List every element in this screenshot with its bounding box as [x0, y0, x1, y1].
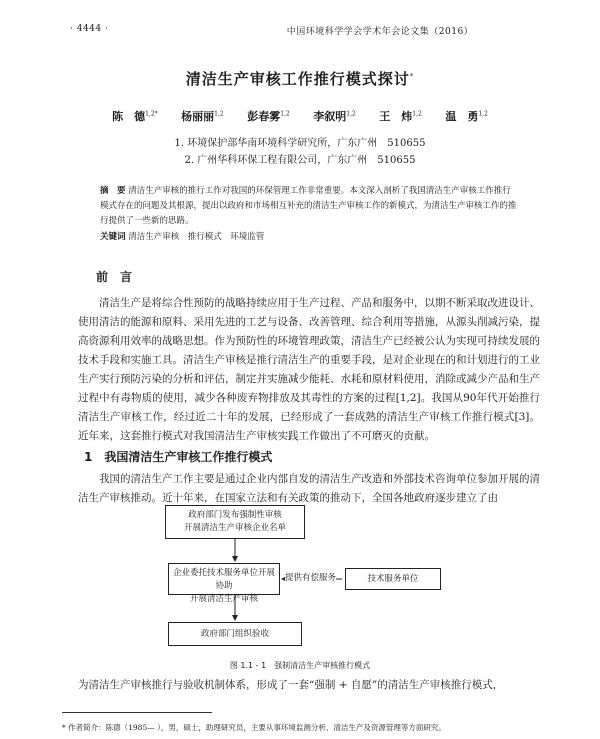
section-heading-1: 1 我国清洁生产审核工作推行模式 — [84, 450, 273, 464]
page-number: · 4444 · — [70, 24, 109, 34]
author: 王 炜$^{1,2}$ — [379, 110, 422, 123]
title-note: * — [409, 72, 415, 80]
affiliation: 2. 广州华科环保工程有限公司，广东广州 510655 — [184, 155, 416, 166]
author: 李叙明$^{1,2}$ — [313, 110, 356, 123]
author: 温 勇$^{1,2}$ — [445, 110, 488, 123]
diagram-edge-label: 提供有偿服务 — [285, 573, 337, 583]
footnote-rule — [62, 712, 212, 713]
abstract-text: 清洁生产审核的推行工作对我国的环保管理工作非常重要。本文深入剖析了我国清洁生产审核工作推行模式存在的问题及其根源，提出以政府和市场相互补充的清洁生产审核工作的新模式，为清洁生产审核工作的推行提供了一些新的思路。 — [100, 186, 517, 226]
paper-title: 清洁生产审核工作推行模式探讨* — [185, 70, 415, 88]
affiliation: 1. 环境保护部华南环境科学研究所，广东广州 510655 — [174, 138, 426, 149]
figure-caption: 图 1.1 - 1 强制清洁生产审核推行模式 — [229, 661, 371, 670]
section-1-continuation: 为清洁生产审核推行与验收机制体系，形成了一套“强制 + 自愿”的清洁生产审核推行模式， — [78, 679, 504, 691]
journal-header: 中国环境科学学会学术年会论文集（2016） — [286, 27, 474, 37]
author: 彭春雾$^{1,2}$ — [247, 110, 290, 123]
author: 陈 德$^{1,2*}$ — [112, 110, 158, 123]
diagram-box-government-list: 政府部门发布强制性审核 开展清洁生产审核企业名单 — [165, 505, 305, 539]
abstract-label: 摘 要 — [100, 186, 126, 196]
preface-paragraph: 清洁生产是将综合性预防的战略持续应用于生产过程、产品和服务中，以期不断采取改进设计、使用清洁的能源和原料、采用先进的工艺与设备、改善管理、综合利用等措施，从源头削减污染，提高资源利用效率的战略思想。作为预防性的环境管理政策，清洁生产已经被公认为实现可持续发展的技术手段和实施工具。清洁生产审核是推行清洁生产的重要手段，是对企业现在的和计划进行的工业生产实行预防污染的分析和评估，制定并实施减少能耗、水耗和原材料使用，消除或减少产品和生产过程中有毒物质的使用，减少各种废弃物排放及其毒性的方案的过程[1,2]。我国从90年代开始推行清洁生产审核工作，经过近二十年的发展，已经形成了一套成熟的清洁生产审核工作推行模式[3]。近年来，这套推行模式对我国清洁生产审核实践工作做出了不可磨灭的贡献。 — [78, 297, 540, 442]
diagram-box-enterprise: 企业委托技术服务单位开展协助 开展清洁生产审核 — [168, 563, 280, 595]
footnote: * 作者简介：陈德（1985— ），男，硕士，助理研究员，主要从事环境监测分析、清洁生产及资源管理等方面研究。 — [62, 723, 446, 732]
diagram-box-acceptance: 政府部门组织验收 — [168, 622, 302, 646]
section-1-paragraph: 我国的清洁生产工作主要是通过企业内部自发的清洁生产改造和外部技术咨询单位参加开展的清洁生产审核推动。近十年来，在国家立法和有关政策的推动下，全国各地政府逐步建立了由 — [78, 473, 540, 504]
section-heading-preface: 前 言 — [96, 270, 133, 284]
author: 杨丽丽$^{1,2}$ — [181, 110, 224, 123]
diagram-box-service-provider: 技术服务单位 — [345, 568, 441, 590]
keywords-text: 清洁生产审核 推行模式 环境监管 — [128, 232, 265, 242]
keywords-label: 关键词 — [100, 232, 126, 242]
